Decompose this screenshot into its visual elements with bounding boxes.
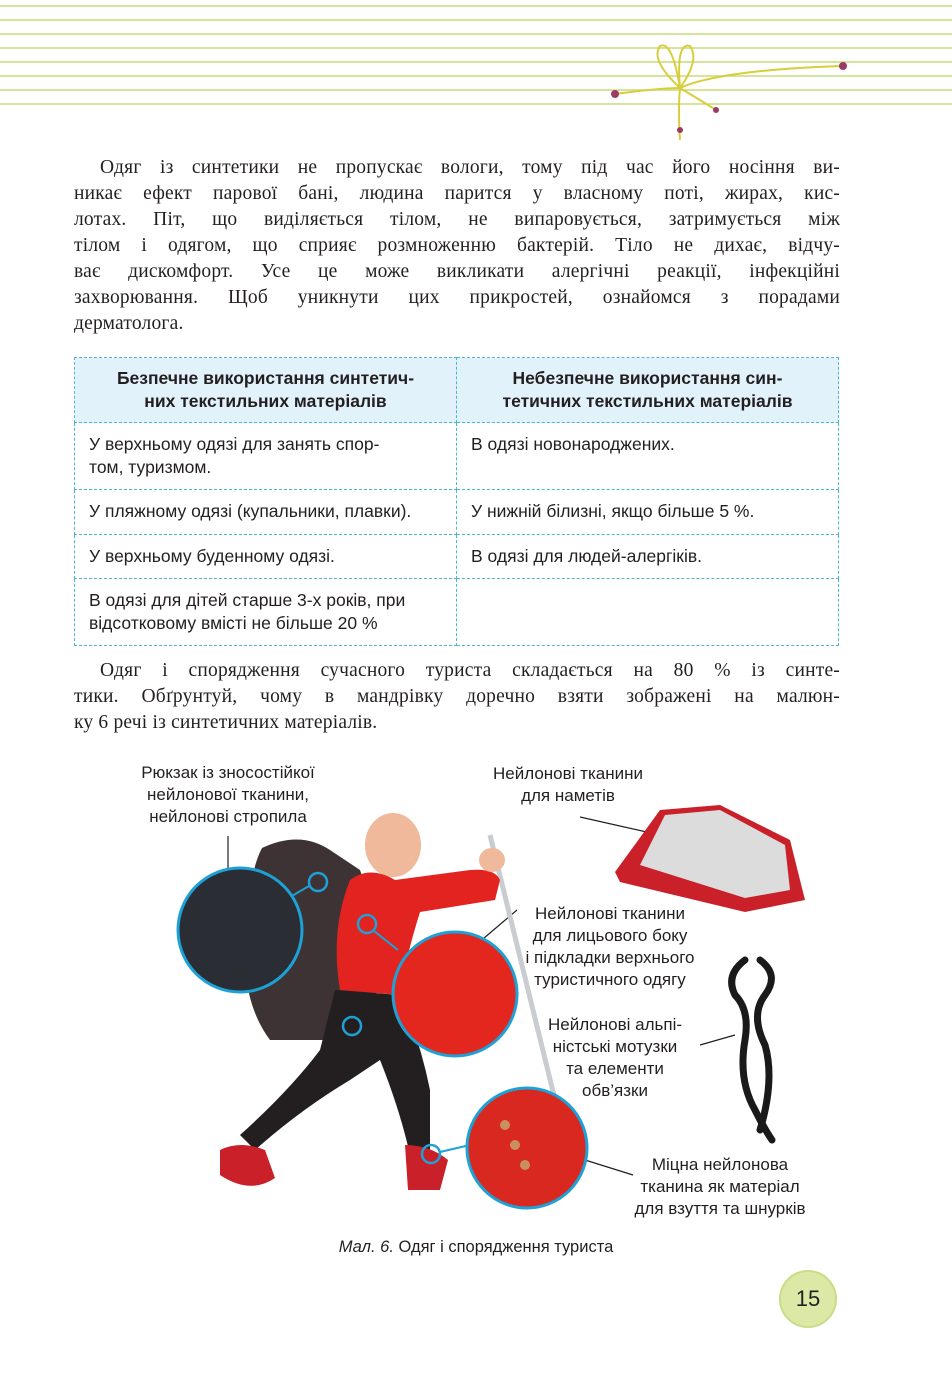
table-cell: В одязі новонароджених.	[457, 423, 839, 490]
figure-caption: Мал. 6. Одяг і спорядження туриста	[338, 1238, 614, 1256]
table-cell: У верхньому буденному одязі.	[75, 535, 457, 579]
table-row	[75, 535, 839, 579]
table-cell: У нижній білизні, якщо більше 5 %.	[457, 490, 839, 535]
header-decoration	[0, 0, 952, 150]
table-cell	[457, 579, 839, 646]
table-header-row	[75, 358, 839, 423]
label-shoes: Міцна нейлонова тканина як матеріал для взуття та шнурків	[634, 1155, 806, 1218]
header-safe-use: Безпечне використання синтетич- них текстильних матеріалів	[75, 358, 457, 423]
left-shoe	[220, 1145, 275, 1186]
label-backpack: Рюкзак із зносостійкої нейлонової тканини, нейлонові стропила	[141, 763, 315, 826]
page-number: 15	[779, 1270, 837, 1328]
tent-icon	[615, 805, 805, 912]
tourist-head	[365, 813, 421, 877]
label-tent: Нейлонові тканини для наметів	[493, 764, 643, 805]
backpack-fabric-zoom	[178, 868, 302, 992]
table-row	[75, 423, 839, 490]
bow-icon	[615, 45, 843, 140]
synthetics-usage-table	[74, 357, 839, 646]
table-cell: В одязі для дітей старше 3-х років, при відсотковому вмісті не більше 20 %	[75, 579, 457, 646]
intro-paragraph: Одяг із синтетики не пропускає вологи, тому під час його носіння ви- никає ефект парової бані, людина парится у власному поті, жирах, кис- лотах. Піт, що виділяється тілом, не випаровується, затримується між тілом і одягом, що сприяє розмноженню бактерій. Тіло не дихає, відчу- ває дискомфорт. Усе це може викликати алергічні реакції, інфекційні захворювання. Щоб уникнути цих прикростей, ознайомся з порадами дерматолога.	[74, 157, 840, 334]
tourist-paragraph: Одяг і спорядження сучасного туриста складається на 80 % із синте- тики. Обґрунтуй, чому в мандрівку доречно взяти зображені на малюн- ку 6 речі із синтетичних матеріалів.	[74, 660, 840, 733]
table-cell: У пляжному одязі (купальники, плавки).	[75, 490, 457, 535]
table-cell: В одязі для людей-алергіків.	[457, 535, 839, 579]
label-rope: Нейлонові альпі- ністські мотузки та елементи обв’язки	[547, 1015, 683, 1100]
table-row	[75, 490, 839, 535]
rope-icon	[732, 960, 772, 1140]
table-cell: У верхньому одязі для занять спор- том, туризмом.	[75, 423, 457, 490]
shoe-fabric-zoom	[467, 1088, 587, 1208]
table-row	[75, 579, 839, 646]
label-clothing: Нейлонові тканини для лицьового боку і підкладки верхнього туристичного одягу	[525, 904, 695, 989]
jacket-fabric-zoom	[393, 932, 517, 1056]
header-unsafe-use: Небезпечне використання син- тетичних текстильних матеріалів	[457, 358, 839, 423]
